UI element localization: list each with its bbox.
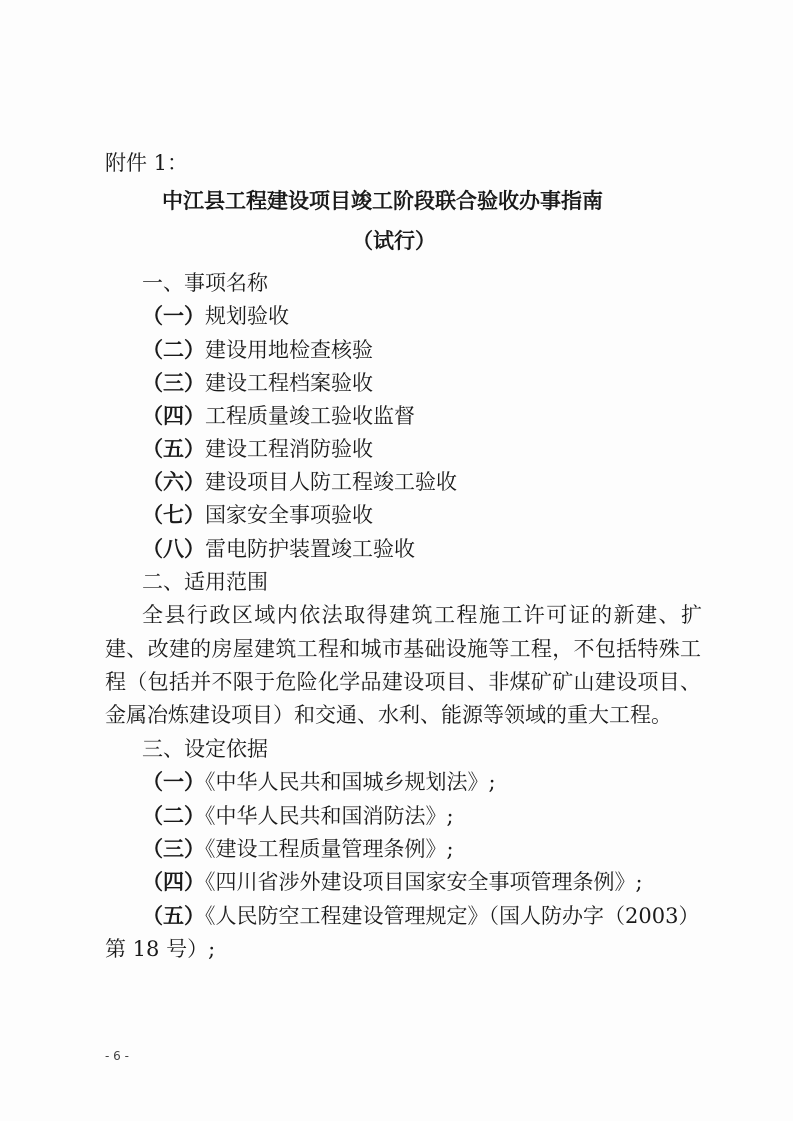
list-item: [142, 803, 702, 829]
document-title: 中江县工程建设项目竣工阶段联合验收办事指南: [162, 188, 603, 213]
item-text: 《四川省涉外建设项目国家安全事项管理条例》;: [205, 870, 643, 894]
item-text: 《人民防空工程建设管理规定》（国人防办字（2003）: [205, 904, 700, 928]
page-number: - 6 -: [105, 1049, 129, 1063]
item-number: （三）: [142, 836, 205, 861]
item-number: （六）: [142, 469, 205, 494]
item-text: 规划验收: [205, 304, 289, 328]
list-item: [142, 869, 702, 895]
list-item: [142, 536, 702, 562]
paragraph-line: 建、改建的房屋建筑工程和城市基础设施等工程，不包括特殊工: [105, 637, 701, 661]
item-text: 《中华人民共和国城乡规划法》;: [205, 770, 496, 794]
item-number: （七）: [142, 502, 205, 527]
item-number: （八）: [142, 536, 205, 561]
paragraph-line: 程（包括并不限于危险化学品建设项目、非煤矿矿山建设项目、: [105, 670, 701, 694]
list-item: [142, 903, 702, 929]
item-number: （五）: [142, 903, 205, 928]
section-3-heading: 三、设定依据: [142, 737, 268, 761]
item-text: 建设工程档案验收: [205, 371, 373, 395]
list-item: [142, 769, 702, 795]
list-item: [142, 836, 702, 862]
item-number: （一）: [142, 303, 205, 328]
item-text: 建设用地检查核验: [205, 338, 373, 362]
item-number: （三）: [142, 370, 205, 395]
item-number: （四）: [142, 869, 205, 894]
item-text: 国家安全事项验收: [205, 503, 373, 527]
list-item: [142, 469, 702, 495]
paragraph-line: 全县行政区域内依法取得建筑工程施工许可证的新建、扩: [142, 603, 702, 627]
list-item: [142, 370, 702, 396]
attachment-label: 附件 1：: [105, 151, 189, 175]
item-text: 《中华人民共和国消防法》;: [205, 804, 454, 828]
list-item: [142, 502, 702, 528]
section-1-heading: 一、事项名称: [142, 271, 268, 295]
list-item: [142, 337, 702, 363]
list-item: [142, 436, 702, 462]
document-subtitle: （试行）: [352, 228, 436, 253]
item-number: （四）: [142, 403, 205, 428]
paragraph-line: 金属冶炼建设项目）和交通、水利、能源等领域的重大工程。: [105, 703, 672, 727]
list-item: [142, 303, 702, 329]
item-number: （二）: [142, 337, 205, 362]
item-number: （五）: [142, 436, 205, 461]
paragraph-line: 第 18 号）;: [105, 937, 216, 961]
item-number: （一）: [142, 769, 205, 794]
item-number: （二）: [142, 803, 205, 828]
item-text: 工程质量竣工验收监督: [205, 404, 415, 428]
section-2-heading: 二、适用范围: [142, 570, 268, 594]
item-text: 雷电防护装置竣工验收: [205, 537, 415, 561]
item-text: 建设项目人防工程竣工验收: [205, 470, 457, 494]
list-item: [142, 403, 702, 429]
item-text: 建设工程消防验收: [205, 437, 373, 461]
item-text: 《建设工程质量管理条例》;: [205, 837, 454, 861]
